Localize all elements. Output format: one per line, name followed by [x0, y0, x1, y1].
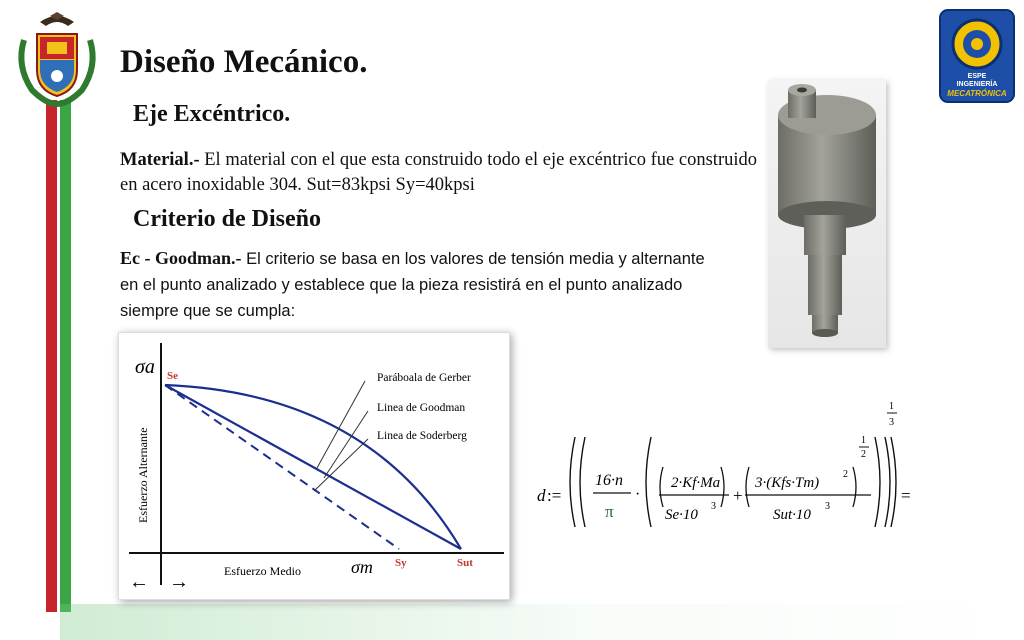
gerber-pointer — [317, 381, 365, 468]
red-stripe — [46, 100, 57, 612]
formula-pi: π — [605, 502, 614, 521]
formula-dot: · — [635, 486, 641, 503]
mecatronica-logo — [938, 8, 1016, 104]
formula-half-n: 1 — [861, 435, 866, 446]
material-paragraph — [120, 148, 760, 198]
goodman-pointer — [324, 411, 368, 478]
arrow-left: ← — [129, 571, 149, 593]
soderberg-label: Linea de Soderberg — [377, 430, 467, 442]
goodman-paragraph — [120, 245, 720, 324]
formula-exp3: 3 — [825, 501, 830, 512]
logo-line2: INGENIERÍA — [956, 81, 998, 88]
formula-num1: 2·Kf·Ma — [671, 475, 721, 491]
fatigue-diagram — [118, 332, 510, 600]
formula-exp1: 3 — [711, 501, 716, 512]
criterio-heading: Criterio de Diseño — [133, 206, 321, 232]
formula-plus: + — [733, 486, 743, 505]
material-label: Material.- — [120, 150, 200, 170]
formula-assign: := — [547, 486, 562, 505]
goodman-label: Linea de Goodman — [377, 402, 466, 414]
sigma-a-label: σa — [135, 356, 155, 378]
diameter-formula — [535, 395, 920, 535]
formula-den2: Sut·10 — [773, 507, 811, 523]
se-label: Se — [167, 370, 178, 382]
formula-half-d: 2 — [861, 449, 866, 460]
goodman-text: El criterio se basa en los valores de tensión media y alternante en el punto analizado y establece que la pieza resistirá en el punto analizado siempre que se cumpla: — [120, 250, 705, 320]
formula-equals: = — [901, 486, 911, 505]
arrow-right: → — [169, 571, 189, 593]
soderberg-line — [165, 385, 399, 549]
logo-line1: ESPE — [967, 73, 987, 80]
section-subtitle: Eje Excéntrico. — [133, 101, 291, 127]
gerber-label: Paráboala de Gerber — [377, 372, 471, 384]
formula-third-n: 1 — [889, 401, 894, 412]
sigma-m-label: σm — [351, 557, 373, 577]
goodman-label: Ec - Goodman.- — [120, 248, 242, 268]
formula-exp2: 2 — [843, 469, 848, 480]
material-text: El material con el que esta construido todo el eje excéntrico fue construido en acero inoxidable 304. Sut=83kpsi Sy=40kpsi — [120, 150, 757, 195]
page-title: Diseño Mecánico. — [120, 44, 368, 80]
green-stripe — [60, 100, 71, 612]
sy-label: Sy — [395, 557, 407, 569]
x-axis-label: Esfuerzo Medio — [224, 564, 301, 578]
formula-third-d: 3 — [889, 417, 894, 428]
formula-num2: 3·(Kfs·Tm) — [755, 475, 820, 491]
bottom-decoration — [60, 604, 1024, 640]
crest-logo — [10, 8, 105, 108]
logo-line3: MECATRÓNICA — [947, 89, 1007, 98]
formula-den1: Se·10 — [665, 507, 698, 523]
shaft-image — [768, 80, 886, 348]
formula-16n: 16·n — [595, 472, 623, 489]
y-axis-label: Esfuerzo Alternante — [136, 427, 150, 523]
formula-d: d — [537, 486, 546, 505]
sut-label: Sut — [457, 557, 473, 569]
